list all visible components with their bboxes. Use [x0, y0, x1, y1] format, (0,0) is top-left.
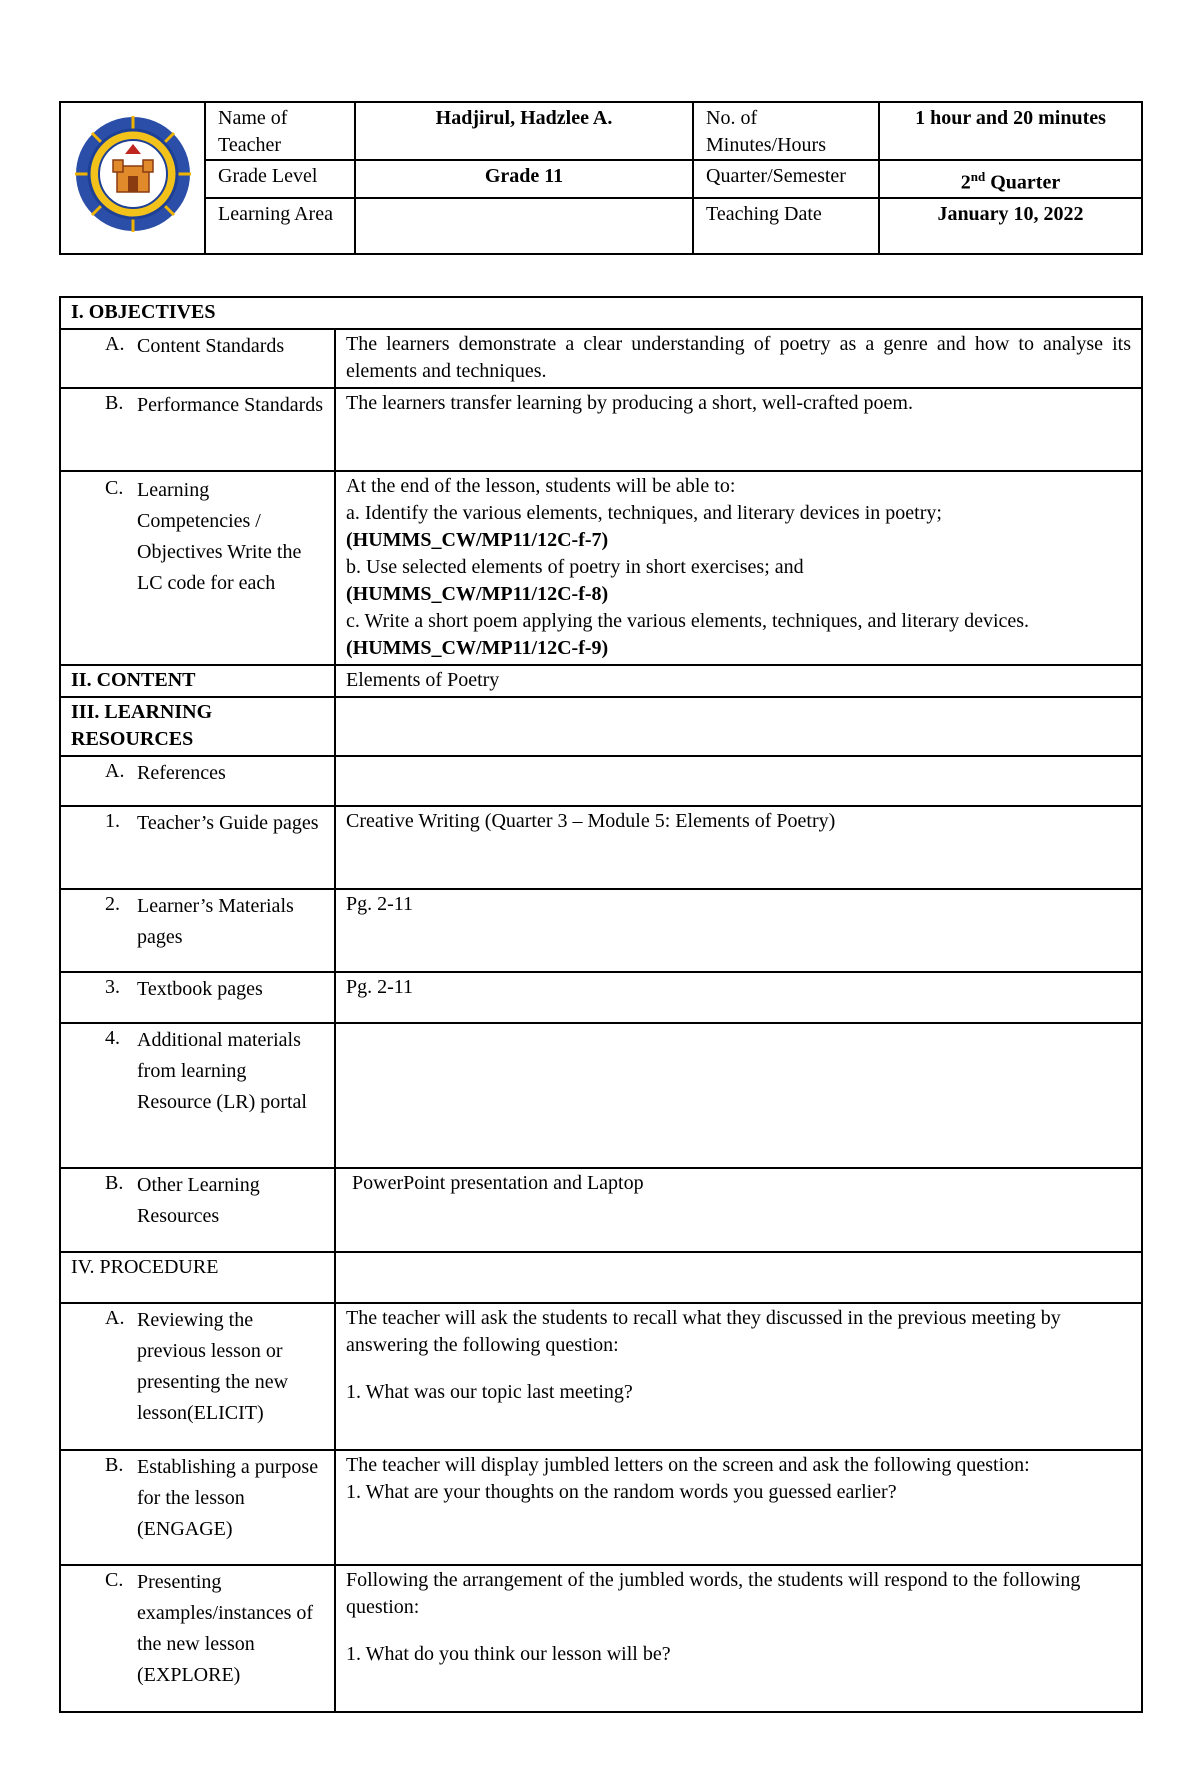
teaching-date-label: Teaching Date [693, 198, 879, 254]
teacher-name-label: Name of Teacher [205, 102, 355, 160]
content-heading: II. CONTENT [60, 665, 335, 697]
references-label: A. References [60, 756, 335, 806]
school-logo [60, 102, 205, 254]
teachers-guide-label: 1. Teacher’s Guide pages [60, 806, 335, 889]
content-value: Elements of Poetry [335, 665, 1142, 697]
engage-label: B. Establishing a purpose for the lesson (ENGAGE) [60, 1450, 335, 1565]
learning-area-value [355, 198, 693, 254]
header-table [59, 101, 1143, 255]
engage-text: The teacher will display jumbled letters on the screen and ask the following question: 1. What are your thoughts on the random words you guessed earlier? [335, 1450, 1142, 1565]
minutes-label: No. of Minutes/Hours [693, 102, 879, 160]
performance-standards-label: B. Performance Standards [60, 388, 335, 471]
grade-level-label: Grade Level [205, 160, 355, 198]
quarter-value: 2nd Quarter [879, 160, 1142, 198]
learning-area-label: Learning Area [205, 198, 355, 254]
grade-level-value: Grade 11 [355, 160, 693, 198]
other-resources-label: B. Other Learning Resources [60, 1168, 335, 1252]
learning-resources-heading: III. LEARNING RESOURCES [60, 697, 335, 756]
explore-text: Following the arrangement of the jumbled words, the students will respond to the following question: 1. What do you think our lesson will be? [335, 1565, 1142, 1712]
explore-label: C. Presenting examples/instances of the new lesson (EXPLORE) [60, 1565, 335, 1712]
additional-materials-value [335, 1023, 1142, 1168]
procedure-heading: IV. PROCEDURE [60, 1252, 335, 1303]
minutes-value: 1 hour and 20 minutes [879, 102, 1142, 160]
teacher-name-value: Hadjirul, Hadzlee A. [355, 102, 693, 160]
learners-materials-value: Pg. 2-11 [335, 889, 1142, 972]
textbook-pages-label: 3. Textbook pages [60, 972, 335, 1023]
other-resources-value: PowerPoint presentation and Laptop [335, 1168, 1142, 1252]
content-standards-label: A. Content Standards [60, 329, 335, 388]
elicit-text: The teacher will ask the students to recall what they discussed in the previous meeting by answering the following question: 1. What was our topic last meeting? [335, 1303, 1142, 1450]
textbook-pages-value: Pg. 2-11 [335, 972, 1142, 1023]
references-empty [335, 756, 1142, 806]
teaching-date-value: January 10, 2022 [879, 198, 1142, 254]
performance-standards-text: The learners transfer learning by producing a short, well-crafted poem. [335, 388, 1142, 471]
additional-materials-label: 4. Additional materials from learning Resource (LR) portal [60, 1023, 335, 1168]
learning-competencies-label: C. Learning Competencies / Objectives Write the LC code for each [60, 471, 335, 665]
lesson-plan-table [59, 296, 1143, 1713]
elicit-label: A. Reviewing the previous lesson or presenting the new lesson(ELICIT) [60, 1303, 335, 1450]
content-standards-text: The learners demonstrate a clear understanding of poetry as a genre and how to analyse its elements and techniques. [335, 329, 1142, 388]
teachers-guide-value: Creative Writing (Quarter 3 – Module 5: Elements of Poetry) [335, 806, 1142, 889]
learning-resources-empty [335, 697, 1142, 756]
quarter-label: Quarter/Semester [693, 160, 879, 198]
learners-materials-label: 2. Learner’s Materials pages [60, 889, 335, 972]
learning-competencies-text: At the end of the lesson, students will be able to: a. Identify the various elements, techniques, and literary devices in poetry; (HUMMS_CW/MP11/12C-f-7) b. Use selected elements of poetry in short exercises; and (HUMMS_CW/MP11/12C-f-8) c. Write a short poem applying the various elements, techniques, and literary devices. (HUMMS_CW/MP11/12C-f-9) [335, 471, 1142, 665]
procedure-empty [335, 1252, 1142, 1303]
school-seal-icon [73, 114, 193, 234]
objectives-heading: I. OBJECTIVES [60, 297, 1142, 329]
